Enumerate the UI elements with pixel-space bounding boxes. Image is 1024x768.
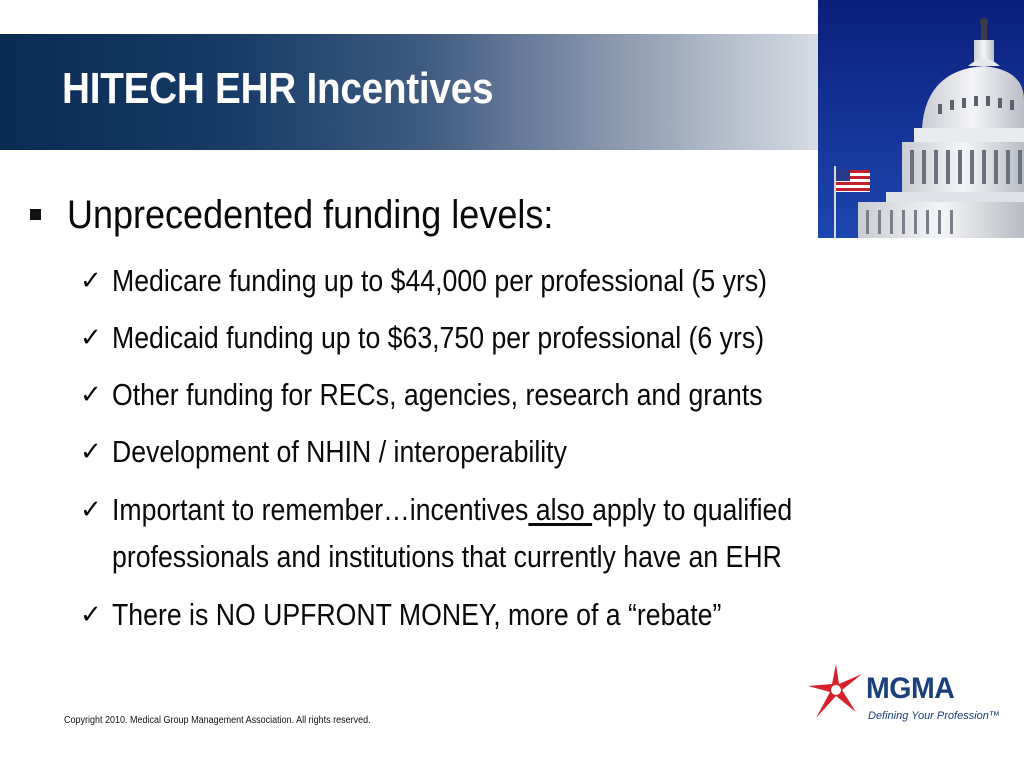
list-item-text: Medicaid funding up to $63,750 per professional (6 yrs) [112,320,765,355]
checkmark-icon: ✓ [80,266,102,296]
list-item-text: Development of NHIN / interoperability [112,434,567,469]
underlined-text: also [528,492,593,527]
mgma-star-icon [806,660,866,724]
copyright-footer: Copyright 2010. Medical Group Management Association. All rights reserved. [64,715,371,726]
capitol-dome-icon [818,0,1024,238]
text-segment: apply to qualified [592,492,793,527]
bullet-text: Unprecedented funding levels: [67,193,554,237]
checkmark-icon: ✓ [80,323,102,353]
list-item-text: professionals and institutions that currently have an EHR [112,539,782,574]
checkmark-icon: ✓ [80,380,102,410]
mgma-logo [806,658,1000,730]
square-bullet-icon [30,209,41,220]
logo-wordmark: MGMA [866,672,955,705]
list-item-text: Other funding for RECs, agencies, research and grants [112,377,763,412]
list-item-text: There is NO UPFRONT MONEY, more of a “rebate” [112,597,722,632]
list-item-text [112,491,792,529]
checkmark-icon: ✓ [80,600,102,630]
checkmark-icon: ✓ [80,437,102,467]
slide-title: HITECH EHR Incentives [62,64,494,113]
list-item-text: Medicare funding up to $44,000 per professional (5 yrs) [112,263,768,298]
text-segment: Important to remember…incentives [112,492,529,527]
logo-tagline: Defining Your Profession™ [868,710,1000,722]
checkmark-icon: ✓ [80,495,102,525]
